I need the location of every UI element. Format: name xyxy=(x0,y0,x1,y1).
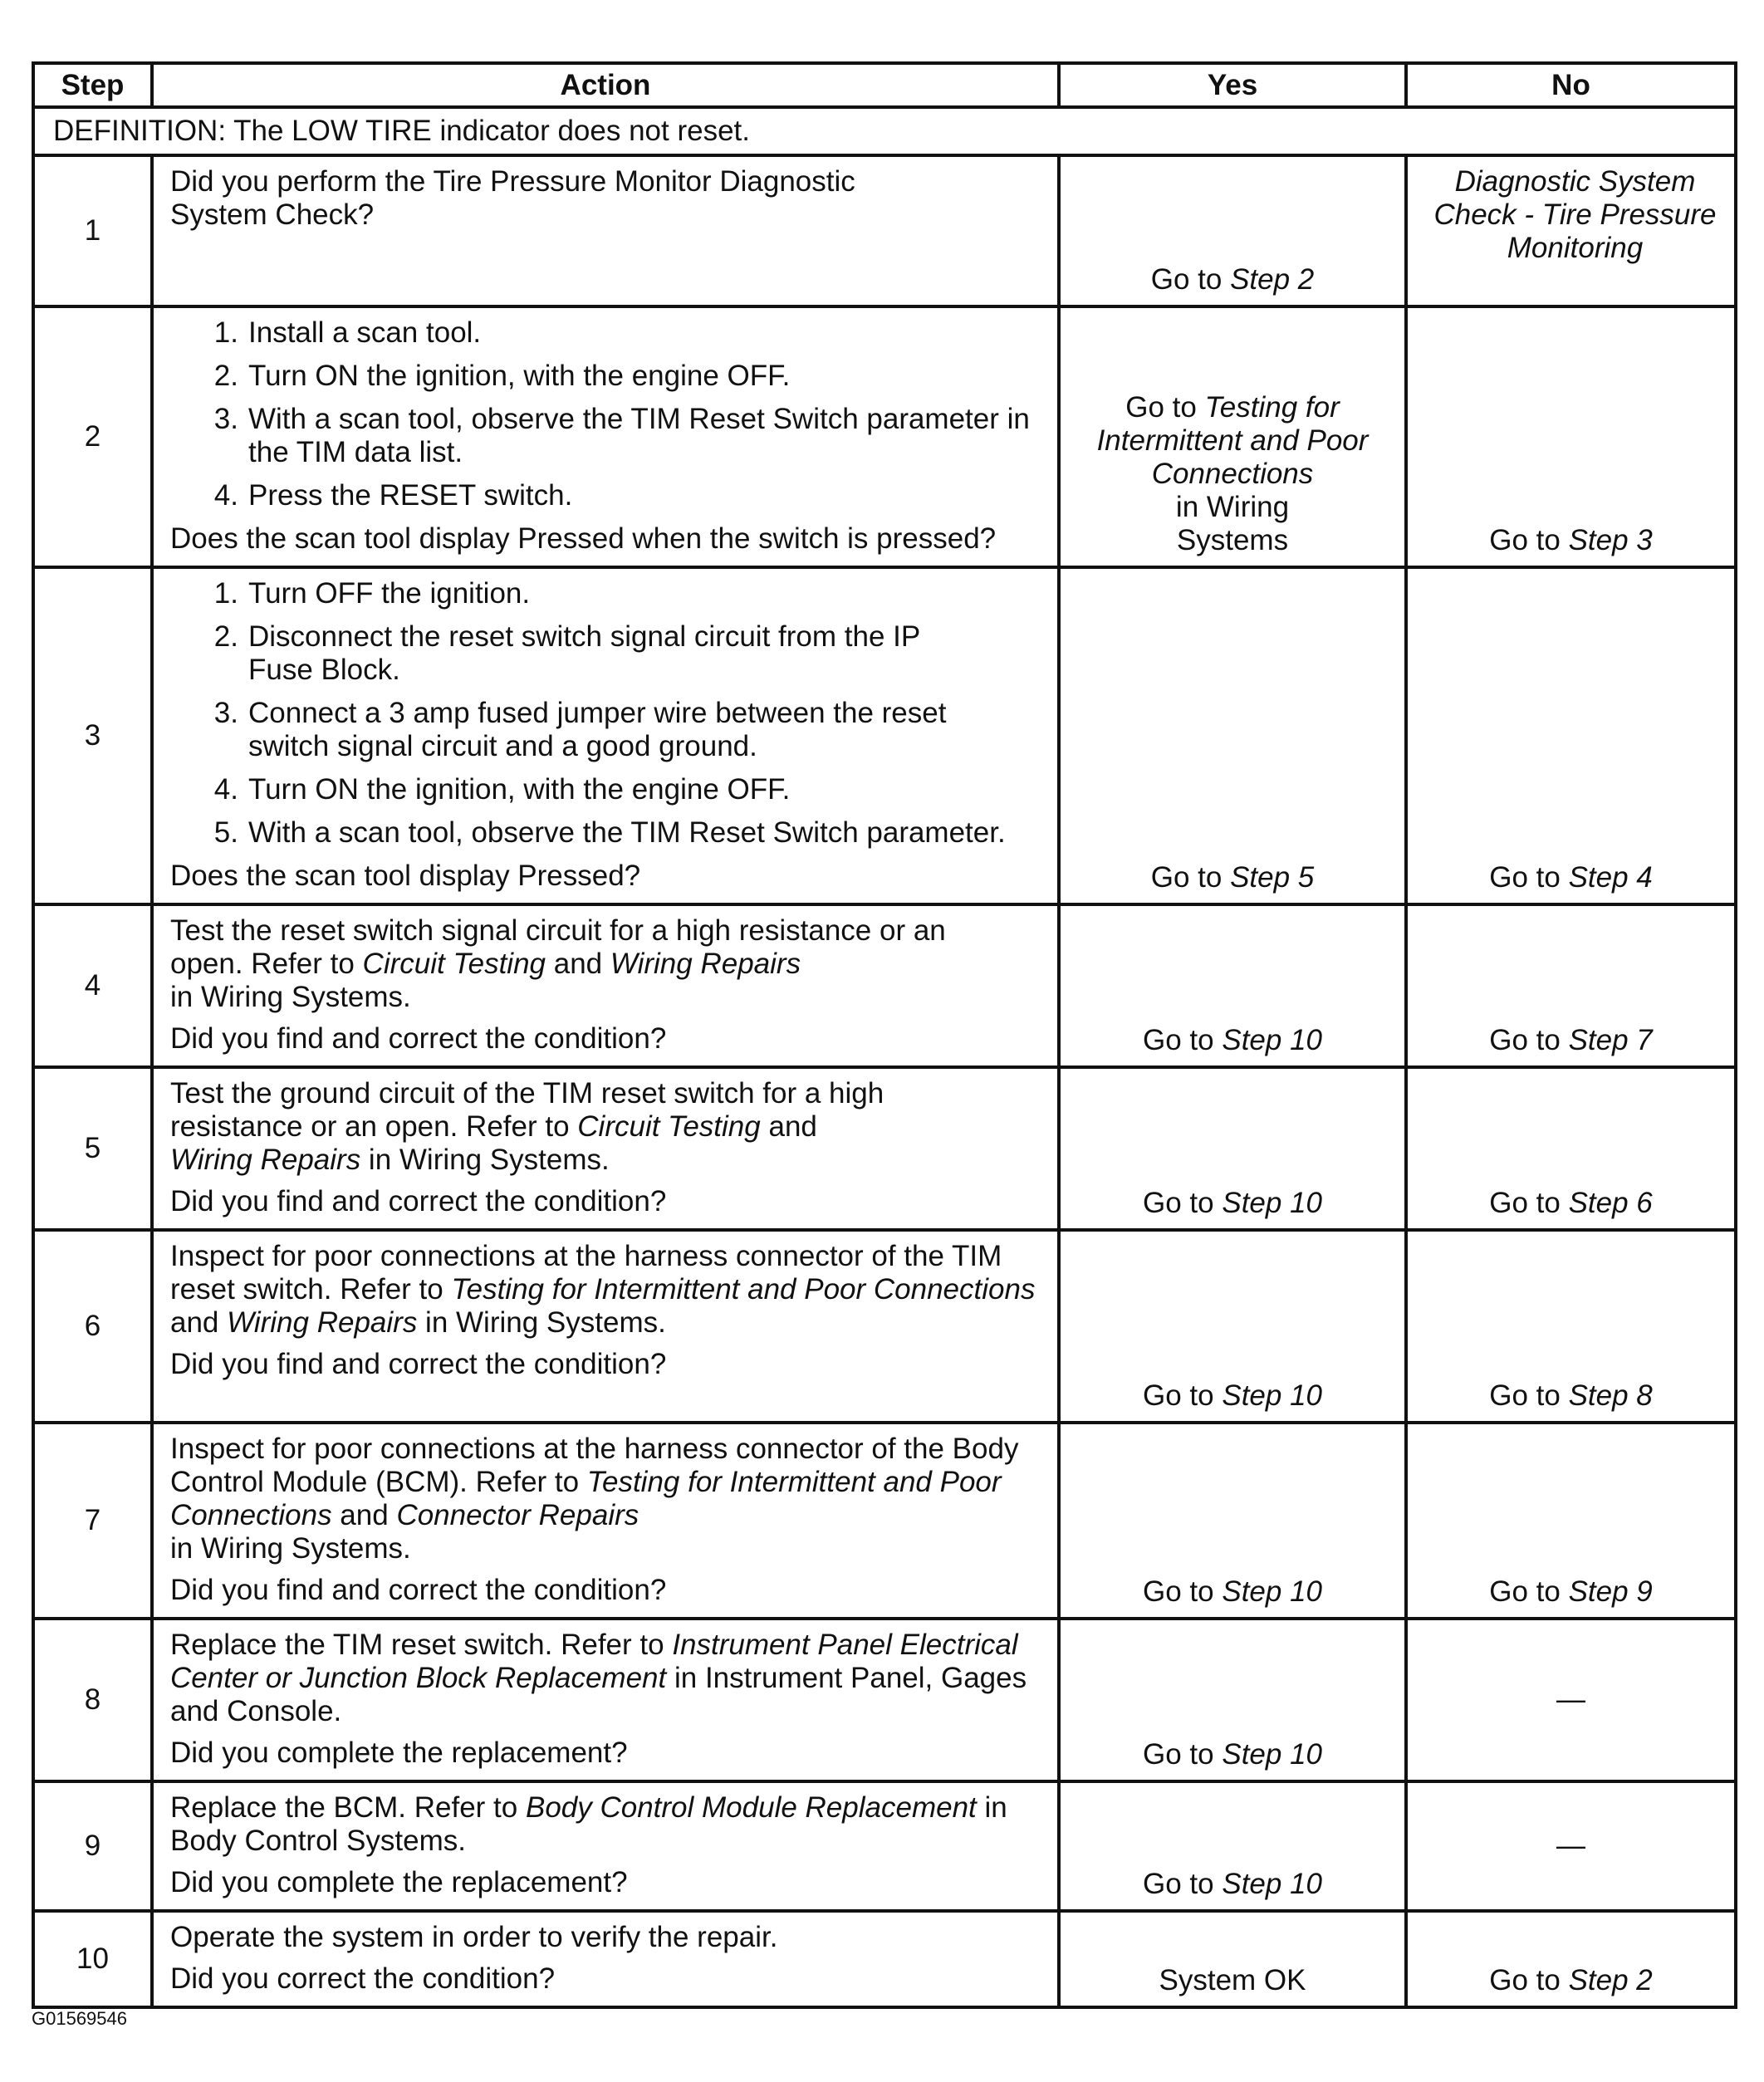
yes-cell xyxy=(1059,904,1406,1067)
no-step-link[interactable]: Step 6 xyxy=(1568,1187,1653,1219)
header-row xyxy=(33,63,1736,107)
no-answer-link[interactable]: Diagnostic System Check - Tire Pressure Monitoring xyxy=(1433,165,1717,264)
yes-step-link[interactable]: Step 5 xyxy=(1230,861,1315,894)
circuit-testing-link[interactable]: Circuit Testing xyxy=(362,948,546,980)
table-row xyxy=(33,904,1736,1067)
no-cell xyxy=(1406,155,1736,306)
no-answer: Go to Step 9 xyxy=(1489,1575,1653,1608)
yes-cell xyxy=(1059,1911,1406,2007)
no-cell xyxy=(1406,1781,1736,1911)
action-cell xyxy=(152,904,1059,1067)
question-text: Did you correct the condition? xyxy=(170,1962,556,1995)
step-number: 4 xyxy=(33,904,152,1067)
question-text: Does the scan tool display Pressed? xyxy=(170,860,641,892)
table-row xyxy=(33,1781,1736,1911)
table-row xyxy=(33,1911,1736,2007)
yes-ref-suffix: in Wiring Systems xyxy=(1175,491,1290,556)
table-row xyxy=(33,1423,1736,1619)
list-item: 1. Install a scan tool. xyxy=(213,316,482,349)
no-cell xyxy=(1406,904,1736,1067)
no-answer: Go to Step 6 xyxy=(1489,1187,1653,1219)
no-step-link[interactable]: Step 4 xyxy=(1568,861,1653,894)
no-cell xyxy=(1406,567,1736,904)
yes-answer: Go to Step 10 xyxy=(1143,1575,1322,1608)
yes-cell xyxy=(1059,1781,1406,1911)
no-cell xyxy=(1406,1619,1736,1781)
yes-cell xyxy=(1059,567,1406,904)
connector-repairs-link[interactable]: Connector Repairs xyxy=(396,1499,639,1531)
action-text: Replace the BCM. Refer to Body Control Module Replacement in Body Control Systems. xyxy=(170,1791,1007,1857)
no-cell xyxy=(1406,306,1736,567)
step-number: 7 xyxy=(33,1423,152,1619)
no-answer-dash: — xyxy=(1556,1683,1585,1716)
no-answer: Go to Step 7 xyxy=(1489,1024,1653,1056)
step-number: 8 xyxy=(33,1619,152,1781)
list-item: 3. Connect a 3 amp fused jumper wire between the reset switch signal circuit and a good ground. xyxy=(213,697,947,762)
yes-step-link[interactable]: Step 2 xyxy=(1230,263,1315,296)
question-text: Did you complete the replacement? xyxy=(170,1866,628,1898)
table-row xyxy=(33,1230,1736,1423)
step-number: 6 xyxy=(33,1230,152,1423)
yes-answer: Go to Step 5 xyxy=(1150,861,1315,894)
yes-answer: System OK xyxy=(1159,1964,1306,1996)
yes-answer: Go to Step 2 xyxy=(1150,263,1315,296)
definition-text: DEFINITION: The LOW TIRE indicator does not reset. xyxy=(33,107,1736,155)
no-cell xyxy=(1406,1423,1736,1619)
yes-answer: Go to Step 10 xyxy=(1143,1868,1322,1900)
yes-step-link[interactable]: Step 10 xyxy=(1222,1575,1322,1608)
table-row xyxy=(33,155,1736,306)
step-number: 1 xyxy=(33,155,152,306)
yes-answer: Go to Step 10 xyxy=(1143,1379,1322,1412)
no-step-link[interactable]: Step 3 xyxy=(1568,524,1653,556)
action-text: Inspect for poor connections at the harness connector of the Body Control Module (BCM). Refer to Testing for Intermittent and Poor Connections and Connector Repairs in Wiring Systems. xyxy=(170,1433,1019,1565)
no-step-link[interactable]: Step 8 xyxy=(1568,1379,1653,1412)
no-answer: Go to Step 8 xyxy=(1489,1379,1653,1412)
no-step-link[interactable]: Step 7 xyxy=(1568,1024,1653,1056)
no-answer: Go to Step 3 xyxy=(1489,524,1653,556)
bcm-replacement-link[interactable]: Body Control Module Replacement xyxy=(525,1791,977,1824)
yes-cell xyxy=(1059,1423,1406,1619)
table-row xyxy=(33,567,1736,904)
action-cell xyxy=(152,1911,1059,2007)
no-answer-dash: — xyxy=(1556,1830,1585,1862)
step-number: 3 xyxy=(33,567,152,904)
definition-row xyxy=(33,107,1736,155)
action-cell xyxy=(152,1781,1059,1911)
action-text: Inspect for poor connections at the harness connector of the TIM reset switch. Refer to Testing for Intermittent and Poor Connections and Wiring Repairs in Wiring Systems. xyxy=(170,1240,1036,1339)
wiring-repairs-link[interactable]: Wiring Repairs xyxy=(227,1306,418,1339)
header-no: No xyxy=(1406,63,1736,107)
header-action: Action xyxy=(152,63,1059,107)
step-number: 9 xyxy=(33,1781,152,1911)
header-yes: Yes xyxy=(1059,63,1406,107)
list-item: 1. Turn OFF the ignition. xyxy=(213,577,531,610)
list-item: 5. With a scan tool, observe the TIM Reset Switch parameter. xyxy=(213,816,1006,849)
action-text: Test the ground circuit of the TIM reset switch for a high resistance or an open. Refer to Circuit Testing and Wiring Repairs in Wiring Systems. xyxy=(170,1077,884,1176)
yes-answer: Go to Testing for Intermittent and Poor Connections in Wiring Systems xyxy=(1096,391,1369,556)
yes-cell xyxy=(1059,306,1406,567)
action-cell xyxy=(152,1230,1059,1423)
action-text: Replace the TIM reset switch. Refer to Instrument Panel Electrical Center or Junction Block Replacement in Instrument Panel, Gages and Console. xyxy=(170,1629,1027,1727)
yes-answer: Go to Step 10 xyxy=(1143,1187,1322,1219)
no-cell xyxy=(1406,1911,1736,2007)
no-cell xyxy=(1406,1230,1736,1423)
action-cell xyxy=(152,155,1059,306)
testing-intermittent-link[interactable]: Testing for Intermittent and Poor Connections xyxy=(170,1466,1002,1531)
procedure-list xyxy=(170,577,1047,850)
question-text: Did you find and correct the condition? xyxy=(170,1348,667,1380)
no-step-link[interactable]: Step 2 xyxy=(1568,1964,1653,1996)
no-answer: Go to Step 2 xyxy=(1489,1964,1653,1996)
procedure-list xyxy=(170,316,1047,512)
yes-cell xyxy=(1059,155,1406,306)
yes-step-link[interactable]: Step 10 xyxy=(1222,1738,1322,1771)
yes-answer: Go to Step 10 xyxy=(1143,1024,1322,1056)
yes-answer: Go to Step 10 xyxy=(1143,1738,1322,1771)
list-item: 2. Turn ON the ignition, with the engine OFF. xyxy=(213,360,791,392)
table-row xyxy=(33,1619,1736,1781)
yes-step-link[interactable]: Step 10 xyxy=(1222,1868,1322,1900)
circuit-testing-link[interactable]: Circuit Testing xyxy=(577,1110,761,1143)
step-number: 2 xyxy=(33,306,152,567)
yes-ref-link[interactable]: Testing for Intermittent and Poor Connections xyxy=(1096,391,1369,490)
instrument-panel-link[interactable]: Instrument Panel Electrical Center or Junction Block Replacement xyxy=(170,1629,1018,1694)
no-answer: Go to Step 4 xyxy=(1489,861,1653,894)
wiring-repairs-link[interactable]: Wiring Repairs xyxy=(610,948,801,980)
action-cell xyxy=(152,1423,1059,1619)
yes-cell xyxy=(1059,1619,1406,1781)
no-cell xyxy=(1406,1067,1736,1230)
list-item: 4. Press the RESET switch. xyxy=(213,479,573,512)
table-row xyxy=(33,1067,1736,1230)
yes-cell xyxy=(1059,1067,1406,1230)
yes-step-link[interactable]: Step 10 xyxy=(1222,1187,1322,1219)
testing-intermittent-link[interactable]: Testing for Intermittent and Poor Connections xyxy=(451,1273,1036,1306)
table-row xyxy=(33,306,1736,567)
action-text: Test the reset switch signal circuit for a high resistance or an open. Refer to Circuit Testing and Wiring Repairs in Wiring Systems. xyxy=(170,914,946,1013)
yes-cell xyxy=(1059,1230,1406,1423)
diagnostic-table xyxy=(32,61,1737,2009)
yes-step-link[interactable]: Step 10 xyxy=(1222,1379,1322,1412)
question-text: Did you find and correct the condition? xyxy=(170,1185,667,1217)
action-cell xyxy=(152,567,1059,904)
question-text: Does the scan tool display Pressed when the switch is pressed? xyxy=(170,522,997,555)
action-cell xyxy=(152,1067,1059,1230)
question-text: Did you complete the replacement? xyxy=(170,1737,628,1769)
figure-id: G01569546 xyxy=(32,2008,127,2029)
yes-step-link[interactable]: Step 10 xyxy=(1222,1024,1322,1056)
question-text: Did you find and correct the condition? xyxy=(170,1574,667,1606)
step-number: 5 xyxy=(33,1067,152,1230)
wiring-repairs-link[interactable]: Wiring Repairs xyxy=(170,1144,361,1176)
action-cell xyxy=(152,1619,1059,1781)
list-item: 4. Turn ON the ignition, with the engine OFF. xyxy=(213,773,791,806)
step-number: 10 xyxy=(33,1911,152,2007)
list-item: 2. Disconnect the reset switch signal circuit from the IP Fuse Block. xyxy=(213,620,920,686)
no-step-link[interactable]: Step 9 xyxy=(1568,1575,1653,1608)
action-text: Did you perform the Tire Pressure Monitor Diagnostic System Check? xyxy=(170,165,855,231)
question-text: Did you find and correct the condition? xyxy=(170,1022,667,1055)
list-item: 3. With a scan tool, observe the TIM Reset Switch parameter in the TIM data list. xyxy=(213,403,1030,468)
action-cell xyxy=(152,306,1059,567)
action-text: Operate the system in order to verify the repair. xyxy=(170,1921,778,1953)
header-step: Step xyxy=(33,63,152,107)
